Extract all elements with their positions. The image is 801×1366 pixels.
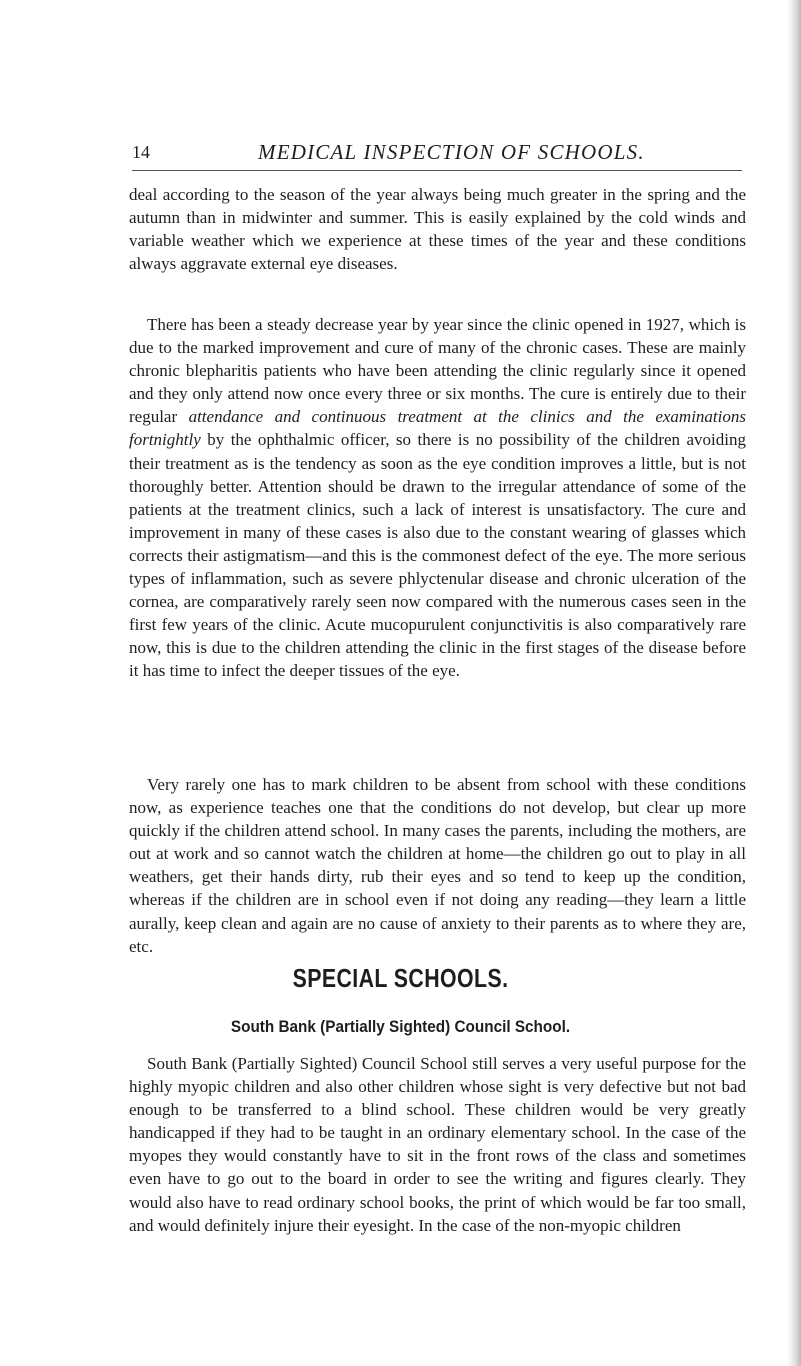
paragraph-clinic-decrease xyxy=(129,313,746,683)
running-header xyxy=(132,140,742,171)
paragraph-absence: Very rarely one has to mark children to be absent from school with these conditions now, as experience teaches one that the conditions do not develop, but clear up more quickly if the children attend school. In many cases the parents, including the mothers, are out at work and so cannot watch the children at home—the children go out to play in all weathers, get their hands dirty, rub their eyes and so tend to keep up the condition, whereas if the children are in school even if not doing any reading—they learn a little aurally, keep clean and again are no cause of anxiety to their parents as to where they are, etc. xyxy=(129,775,746,956)
paragraph-text: There has been a steady decrease year by year since the clinic opened in 1927, which is due to the marked improvement and cure of many of the chronic cases. These are mainly chronic blepharitis patients who have been attending the clinic regularly since it opened and they only attend now once every three or six months. The cure is entirely due to their regular xyxy=(129,315,746,427)
section-subheading: South Bank (Partially Sighted) Council School. xyxy=(230,1017,571,1036)
running-title: MEDICAL INSPECTION OF SCHOOLS. xyxy=(258,140,645,164)
paragraph-south-bank: South Bank (Partially Sighted) Council School still serves a very useful purpose for the highly myopic children and also other children whose sight is very defective but not bad enough to be transferred to a blind school. These children would be very greatly handicapped if they had to be taught in an ordinary elementary school. In the case of the myopes they would constantly have to sit in the front rows of the class and sometimes even have to go out to the board in order to see the writing and figures clearly. They would also have to read ordinary school books, the print of which would be far too small, and would definitely injure their eyesight. In the case of the non-myopic children xyxy=(129,1054,746,1235)
page-number: 14 xyxy=(132,142,150,162)
page-edge-shadow xyxy=(787,0,801,1366)
section-heading: SPECIAL SCHOOLS. xyxy=(292,963,509,993)
emphasized-text: attendance and continuous treatment at the clinics and the examinations fortnightly xyxy=(129,407,746,450)
paragraph-continued: deal according to the season of the year always being much greater in the spring and the autumn than in midwinter and summer. This is easily explained by the cold winds and variable weather which we experience at these times of the year and these conditions always aggravate external eye diseases. xyxy=(129,185,746,274)
paragraph-text: by the ophthalmic officer, so there is no possibility of the children avoiding their treatment as is the tendency as soon as the eye condition improves a little, but is not thoroughly better. Attention should be drawn to the irregular attendance of some of the patients at the treatment clinics, such a lack of interest is unsatisfactory. The cure and improvement in many of these cases is also due to the constant wearing of glasses which corrects their astigmatism—and this is the commonest defect of the eye. The more serious types of inflammation, such as severe phlyctenular disease and chronic ulceration of the cornea, are comparatively rarely seen now compared with the numerous cases seen in the first few years of the clinic. Acute mucopurulent conjunctivitis is also comparatively rare now, this is due to the children attending the clinic in the first stages of the disease before it has time to infect the deeper tissues of the eye. xyxy=(129,430,746,681)
